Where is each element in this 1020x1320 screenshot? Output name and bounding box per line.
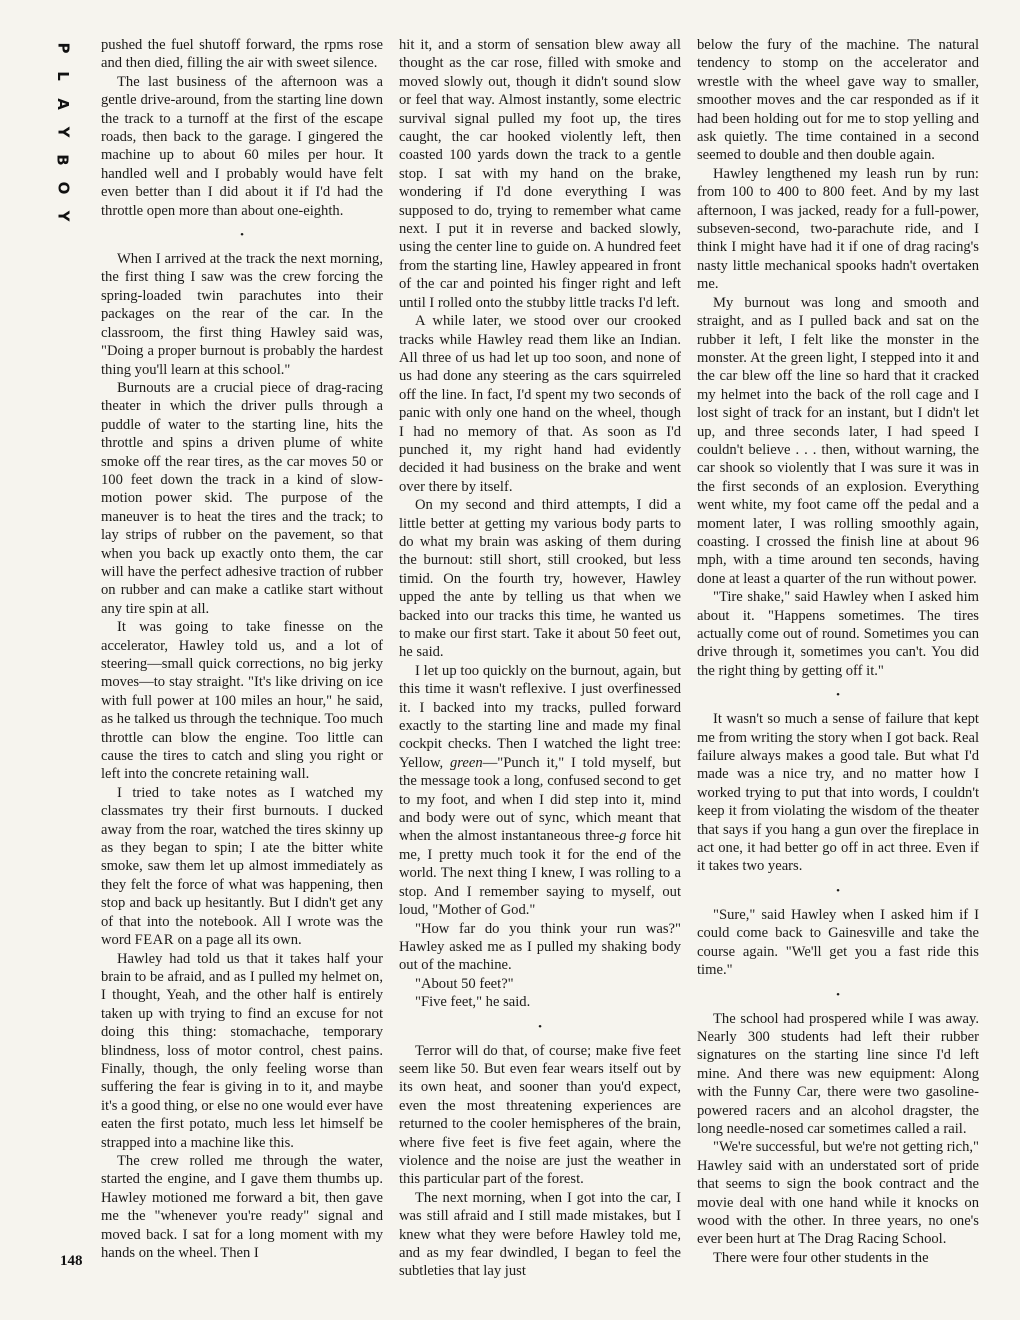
paragraph: It wasn't so much a sense of failure that kept me from writing the story when I got back. Real failure always makes a good tale. But what I'd made was a nice try, and no matter how I worked trying to put that into words, I couldn't keep it from violating the wisdom of the theater that says if you hang a gun over the fireplace in act one, it had better go off in act three. Even if it takes two years. xyxy=(697,711,979,875)
paragraph: "Five feet," he said. xyxy=(415,994,531,1011)
paragraph-text: on a page all its own. xyxy=(177,932,302,949)
section-break-bullet: • xyxy=(836,988,840,1001)
page-number: 148 xyxy=(60,1253,83,1269)
emphasis-word: FEAR xyxy=(134,932,174,949)
paragraph: "About 50 feet?" xyxy=(415,975,514,992)
section-break-bullet: • xyxy=(836,884,840,897)
paragraph: below the fury of the machine. The natural tendency to stomp on the accelerator and wrestle with the wheel gave way to smaller, smoother moves and the car responded as if it had been holding out for me to stop yelling and ask quietly. The time contained in a second seemed to double and then double again. xyxy=(697,37,979,164)
paragraph: The crew rolled me through the water, started the engine, and I gave them thumbs up. Hawley motioned me forward a bit, then gave me the "whenever you're ready" signal and moved back. I sat for a long moment with my hands on the wheel. Then I xyxy=(101,1152,383,1261)
paragraph: The last business of the afternoon was a gentle drive-around, from the starting line down the track to a turnoff at the first of the escape roads, then back to the garage. I gingered the machine up to about 60 miles per hour. It handled well and I probably would have felt even better than I did about it if I'd had the throttle open more than about one-eighth. xyxy=(101,73,383,219)
header-letter: Y xyxy=(54,210,72,222)
paragraph: "How far do you think your run was?" Hawley asked me as I pulled my shaking body out of the machine. xyxy=(399,920,681,974)
header-letter: Y xyxy=(54,126,72,138)
paragraph: There were four other students in the xyxy=(713,1249,929,1266)
section-break-bullet: • xyxy=(538,1020,542,1033)
paragraph: pushed the fuel shutoff forward, the rpms rose and then died, filling the air with sweet silence. xyxy=(101,37,383,72)
section-break-bullet: • xyxy=(240,229,244,242)
paragraph: On my second and third attempts, I did a little better at getting my various body parts to do what my brain was asking of them during the burnout: still short, still crooked, but less timid. On the fourth try, however, Hawley upped the ante by telling us that when we backed into our tracks this time, he wanted us to make our first start. Take it about 50 feet out, he said. xyxy=(399,497,681,661)
paragraph: When I arrived at the track the next morning, the first thing I saw was the crew forcing the spring-loaded twin parachutes into their packages on the rear of the car. In the classroom, the first thing Hawley said was, "Doing a proper burnout is probably the hardest thing you'll learn at this school." xyxy=(101,251,383,378)
paragraph: The school had prospered while I was away. Nearly 300 students had left their rubber signatures on the starting line since I'd left mine. And there was new equipment: Along with the Funny Car, there were two gasoline-powered racers and an alcohol dragster, the long needle-nosed car sometimes called a rail. xyxy=(697,1010,979,1137)
paragraph xyxy=(101,784,383,950)
paragraph: The next morning, when I got into the car, I was still afraid and I still made mistakes, but I knew what they were before Hawley told me, and as my fear dwindled, I began to feel the subtleties that lay just xyxy=(399,1189,681,1280)
magazine-name-vertical xyxy=(50,34,76,230)
header-letter: P xyxy=(54,42,72,54)
paragraph: A while later, we stood over our crooked tracks while Hawley read them like an Indian. All three of us had let up too soon, and none of us had done any steering as the cars squirreled off the line. In fact, I'd spent my two seconds of panic with only one hand on the wheel, though I had no memory of that. As soon as I'd punched it, my right hand had evidently decided it had business on the brake and went over there by itself. xyxy=(399,313,681,495)
paragraph: My burnout was long and smooth and straight, and as I pulled back and sat on the rubber it left, I felt like the monster in the monster. At the green light, I stepped into it and the car blew off the line so hard that it cracked my helmet into the back of the roll cage and I lost sight of track for an instant, but I didn't let up, and three seconds later, I had speed I couldn't believe . . . then, without warning, the car shook so violently that I was sure it was in the first seconds of an explosion. Everything went white, my foot came off the pedal and a moment later, I was rolling smoothly again, coasting. I crossed the finish line at about 96 mph, with a time around ten seconds, having done at least a quarter of the run without power. xyxy=(697,294,979,587)
header-letter: L xyxy=(54,71,72,81)
paragraph-text: —"Punch it," I told myself, but the message took a long, confused second to get to my foot, and when I did step into it, mind and body were out of sync, which meant that when the almost instantaneous three- xyxy=(399,754,681,845)
section-break-bullet: • xyxy=(836,689,840,702)
paragraph-text: I let up too quickly on the burnout, again, but this time it wasn't reflexive. I just overfinessed it. I backed into my tracks, pulled forward exactly to the starting line and made my final cockpit checks. Then I watched the light tree: Yellow, xyxy=(399,662,681,771)
emphasis-word: g xyxy=(619,828,627,845)
text-column-2 xyxy=(399,36,681,1281)
paragraph: "Tire shake," said Hawley when I asked him about it. "Happens sometimes. The tires actually come out of round. Sometimes you can drive through it, sometimes you can't. You did the right thing by getting off it." xyxy=(697,589,979,679)
paragraph: Terror will do that, of course; make five feet seem like 50. But even fear wears itself out by its own heat, and sooner than you'd expect, even the most threatening experiences are returned to the cooler hemispheres of the brain, where five feet is five feet again, where the violence and the noise are just the weather in this particular part of the forest. xyxy=(399,1042,681,1188)
paragraph-text: force hit me, I pretty much took it for the end of the world. The next thing I knew, I was rolling to a stop. And I remember saying to myself, out loud, "Mother of God." xyxy=(399,828,682,919)
paragraph: "Sure," said Hawley when I asked him if I could come back to Gainesville and take the course again. "We'll get you a fast ride this time." xyxy=(697,906,979,979)
paragraph: "We're successful, but we're not getting rich," Hawley said with an understated sort of pride that seems to sign the book contract and the movie deal with one hand while it knocks on wood with the other. In three years, no one's ever been hurt at The Drag Racing School. xyxy=(697,1139,979,1248)
text-column-1 xyxy=(101,36,383,1262)
paragraph: Burnouts are a crucial piece of drag-racing theater in which the driver pulls through a puddle of water to the starting line, hits the throttle and spins a driven plume of white smoke off the rear tires, as the car moves 50 or 100 feet down the track in a kind of slow-motion power skid. The purpose of the maneuver is to heat the tires and the track; to lay strips of rubber on the pavement, so that when you back up exactly onto them, the car will have the perfect adhesive traction of rubber on rubber and can make a catlike start without any tire spin at all. xyxy=(101,379,383,617)
paragraph: Hawley lengthened my leash run by run: from 100 to 400 to 800 feet. And by my last afternoon, I was jacked, ready for a full-power, subseven-second, two-parachute ride, and I think I might have had it if one of drag racing's nasty little mechanical spooks hadn't overtaken me. xyxy=(697,165,979,293)
paragraph: It was going to take finesse on the accelerator, Hawley told us, and a lot of steering—small quick corrections, no big jerky moves—to stay straight. "It's like driving on ice with full power at 100 miles an hour," he said, as he talked us through the technique. Too much throttle can blow the engine. Too little can cause the tires to catch and sling you right or left into the concrete retaining wall. xyxy=(101,619,384,783)
paragraph xyxy=(399,662,681,920)
paragraph-text: I tried to take notes as I watched my classmates try their first burnouts. I ducked away from the roar, watched the tires skinny up as they began to spin; I ate the bitter white smoke, saw them let up almost immediately as they felt the force of what was happening, then stop and back up hesitantly. But I didn't get any of that into the notebook. All I wrote was the word xyxy=(101,784,383,949)
text-column-3 xyxy=(697,36,979,1267)
header-letter: O xyxy=(53,181,72,195)
header-letter: A xyxy=(53,98,72,110)
paragraph: hit it, and a storm of sensation blew away all thought as the car rose, filled with smoke and moved slowly out, though it didn't sound slow or feel that way. Almost instantly, some electric survival signal pulled my foot up, the tires caught, the car hooked violently left, then coasted 100 yards down the track to a gentle stop. I sat with my hand on the brake, wondering if I'd done everything I was supposed to do, trying to remember what came next. I put it in reverse and backed slowly, using the center line to guide on. A hundred feet from the starting line, Hawley appeared in front of the car and pointed his finger right and left until I rolled onto the stubby little tracks I'd left. xyxy=(399,37,681,311)
emphasis-word: green xyxy=(450,754,483,771)
header-letter: B xyxy=(54,154,72,166)
paragraph: Hawley had told us that it takes half your brain to be afraid, and as I pulled my helmet on, I thought, Yeah, and the other half is entirely taken up with trying to find an excuse for not doing this thing: stomachache, temporary blindness, loss of motor control, chest pains. Finally, though, the only feeling worse than suffering the fear is giving in to it, and maybe it's a good thing, or else no one would ever have eaten the first potato, much less let himself be strapped into a machine like this. xyxy=(101,950,383,1151)
